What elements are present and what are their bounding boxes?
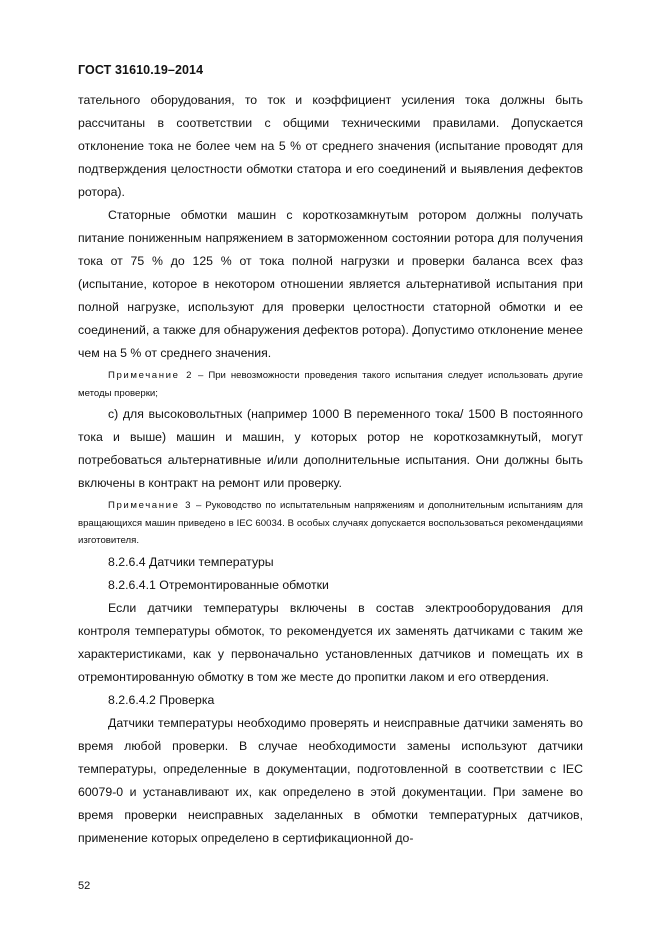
section-heading-8-2-6-4-2: 8.2.6.4.2 Проверка <box>108 692 215 707</box>
note-3 <box>78 495 583 551</box>
paragraph-5: Датчики температуры необходимо проверять и неисправные датчики заменять во время любой проверки. В случае необходимости замены используют датчики температуры, определенные в документации, подготовленной в соответствии с IEC 60079-0 и устанавливают их, как определено в этой документации. При замене во время проверки неисправных заделанных в обмотки температурных датчиков, применение которых определено в сертификационной до- <box>78 715 583 845</box>
note-3-label: Примечание 3 <box>108 500 193 511</box>
note-3-text: – Руководство по испытательным напряжениям и дополнительным испытаниям для вращающихся машин приведено в IEC 60034. В особых случаях допускается воспользоваться рекомендациями изготовителя. <box>78 500 583 546</box>
paragraph-1: тательного оборудования, то ток и коэффициент усиления тока должны быть рассчитаны в соответствии с общими техническими правилами. Допускается отклонение тока не более чем на 5 % от среднего значения (испытание проводят для подтверждения целостности обмотки статора и его соединений и выявления дефектов ротора). <box>78 93 583 199</box>
note-2 <box>78 365 583 403</box>
paragraph-2: Статорные обмотки машин с короткозамкнутым ротором должны получать питание пониженным напряжением в заторможенном состоянии ротора для получения тока от 75 % до 125 % от тока полной нагрузки и проверки баланса всех фаз (испытание, которое в некотором отношении является альтернативой испытания при полной нагрузке, используют для проверки целостности статорной обмотки и ее соединений, а также для обнаружения дефектов ротора). Допустимо отклонение менее чем на 5 % от среднего значения. <box>78 208 583 360</box>
page-number: 52 <box>78 880 91 892</box>
paragraph-4: Если датчики температуры включены в состав электрооборудования для контроля температуры обмоток, то рекомендуется их заменять датчиками с таким же характеристиками, как у первоначально установленных датчиков и помещать их в отремонтированную обмотку в том же месте до пропитки лаком и его отвердения. <box>78 600 583 684</box>
document-header: ГОСТ 31610.19–2014 <box>78 63 204 77</box>
note-2-text: – При невозможности проведения такого испытания следует использовать другие методы проверки; <box>78 370 584 399</box>
section-heading-8-2-6-4: 8.2.6.4 Датчики температуры <box>108 554 274 569</box>
note-2-label: Примечание 2 <box>108 370 194 381</box>
paragraph-3: с) для высоковольтных (например 1000 В переменного тока/ 1500 В постоянного тока и выше) машин и машин, у которых ротор не короткозамкнутый, могут потребоваться альтернативные и/или дополнительные испытания. Они должны быть включены в контракт на ремонт или проверку. <box>78 407 583 490</box>
section-heading-8-2-6-4-1: 8.2.6.4.1 Отремонтированные обмотки <box>108 577 329 592</box>
document-body <box>78 89 583 850</box>
